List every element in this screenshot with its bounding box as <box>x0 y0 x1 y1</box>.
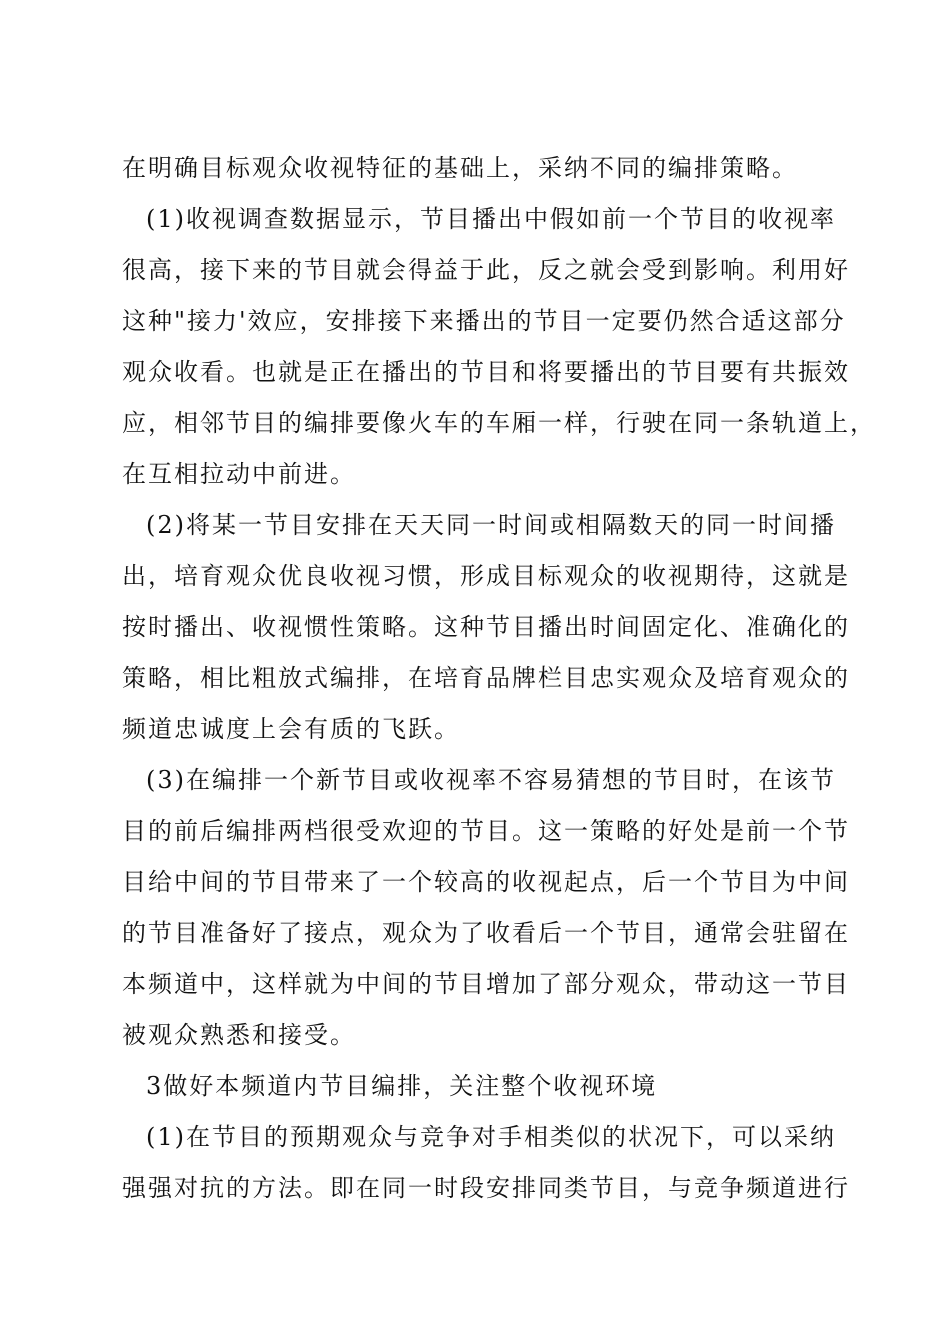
text-line: 出，培育观众优良收视习惯，形成目标观众的收视期待，这就是 <box>122 562 850 590</box>
text-line: (3)在编排一个新节目或收视率不容易猜想的节目时，在该节 <box>146 766 836 794</box>
text-line: 应，相邻节目的编排要像火车的车厢一样，行驶在同一条轨道上， <box>122 409 876 437</box>
text-line: 目给中间的节目带来了一个较高的收视起点，后一个节目为中间 <box>122 868 850 896</box>
text-line: (2)将某一节目安排在天天同一时间或相隔数天的同一时间播 <box>146 511 836 539</box>
text-line: 很高，接下来的节目就会得益于此，反之就会受到影响。利用好 <box>122 256 850 284</box>
document-body <box>122 143 876 1214</box>
text-line: 这种"接力'效应，安排接下来播出的节目一定要仍然合适这部分 <box>122 307 846 335</box>
text-line: 强强对抗的方法。即在同一时段安排同类节目，与竞争频道进行 <box>122 1174 850 1202</box>
text-line: 按时播出、收视惯性策略。这种节目播出时间固定化、准确化的 <box>122 613 850 641</box>
text-line: (1)在节目的预期观众与竞争对手相类似的状况下，可以采纳 <box>146 1123 836 1151</box>
text-line: 目的前后编排两档很受欢迎的节目。这一策略的好处是前一个节 <box>122 817 850 845</box>
text-line: 策略，相比粗放式编排，在培育品牌栏目忠实观众及培育观众的 <box>122 664 850 692</box>
text-line: 本频道中，这样就为中间的节目增加了部分观众，带动这一节目 <box>122 970 850 998</box>
text-line: 在互相拉动中前进。 <box>122 460 356 488</box>
text-line: (1)收视调查数据显示，节目播出中假如前一个节目的收视率 <box>146 205 836 233</box>
text-line: 被观众熟悉和接受。 <box>122 1021 356 1049</box>
text-line: 在明确目标观众收视特征的基础上，采纳不同的编排策略。 <box>122 154 798 182</box>
text-line: 的节目准备好了接点，观众为了收看后一个节目，通常会驻留在 <box>122 919 850 947</box>
text-line: 频道忠诚度上会有质的飞跃。 <box>122 715 460 743</box>
section-heading: 3做好本频道内节目编排，关注整个收视环境 <box>146 1072 658 1100</box>
text-line: 观众收看。也就是正在播出的节目和将要播出的节目要有共振效 <box>122 358 850 386</box>
